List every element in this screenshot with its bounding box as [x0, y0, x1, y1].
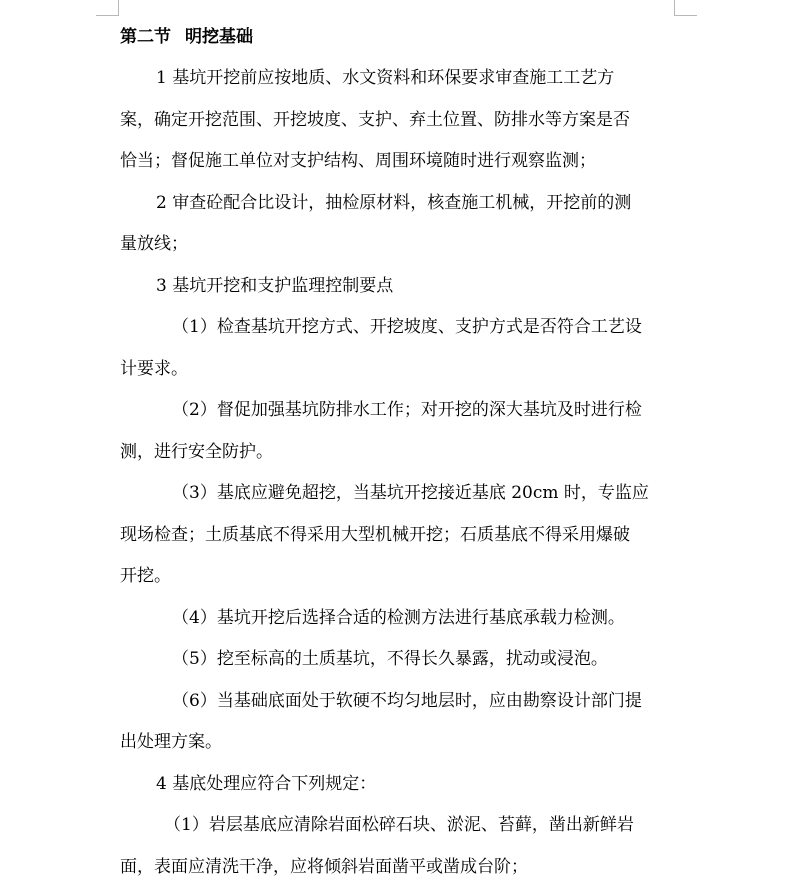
text-line: （1）检查基坑开挖方式、开挖坡度、支护方式是否符合工艺设 — [120, 307, 680, 349]
text-line: 3 基坑开挖和支护监理控制要点 — [120, 266, 680, 308]
text-line: 量放线； — [120, 224, 680, 266]
text-line: （5）挖至标高的土质基坑，不得长久暴露，扰动或浸泡。 — [120, 639, 680, 681]
text-line: 开挖。 — [120, 556, 680, 598]
section-title: 明挖基础 — [185, 27, 253, 47]
document-body — [120, 17, 680, 888]
text-line: （1）岩层基底应清除岩面松碎石块、淤泥、苔藓，凿出新鲜岩 — [120, 805, 680, 847]
text-line: 面，表面应清洗干净，应将倾斜岩面凿平或凿成台阶； — [120, 847, 680, 888]
text-line: 测，进行安全防护。 — [120, 432, 680, 474]
section-heading — [120, 17, 680, 58]
text-line: 计要求。 — [120, 349, 680, 391]
crop-mark-top-right — [674, 0, 697, 16]
text-line: （2）督促加强基坑防排水工作；对开挖的深大基坑及时进行检 — [120, 390, 680, 432]
crop-mark-top-left — [96, 0, 119, 16]
text-line: 出处理方案。 — [120, 722, 680, 764]
text-line: （3）基底应避免超挖，当基坑开挖接近基底 20cm 时，专监应 — [120, 473, 680, 515]
text-line: 4 基底处理应符合下列规定： — [120, 764, 680, 806]
text-line: （4）基坑开挖后选择合适的检测方法进行基底承载力检测。 — [120, 598, 680, 640]
text-line: 案，确定开挖范围、开挖坡度、支护、弃土位置、防排水等方案是否 — [120, 100, 680, 142]
text-line: 2 审查砼配合比设计，抽检原材料，核查施工机械，开挖前的测 — [120, 183, 680, 225]
section-number: 第二节 — [120, 27, 171, 47]
text-line: 1 基坑开挖前应按地质、水文资料和环保要求审查施工工艺方 — [120, 58, 680, 100]
text-line: 恰当；督促施工单位对支护结构、周围环境随时进行观察监测； — [120, 141, 680, 183]
text-line: 现场检查；土质基底不得采用大型机械开挖；石质基底不得采用爆破 — [120, 515, 680, 557]
text-line: （6）当基础底面处于软硬不均匀地层时，应由勘察设计部门提 — [120, 681, 680, 723]
